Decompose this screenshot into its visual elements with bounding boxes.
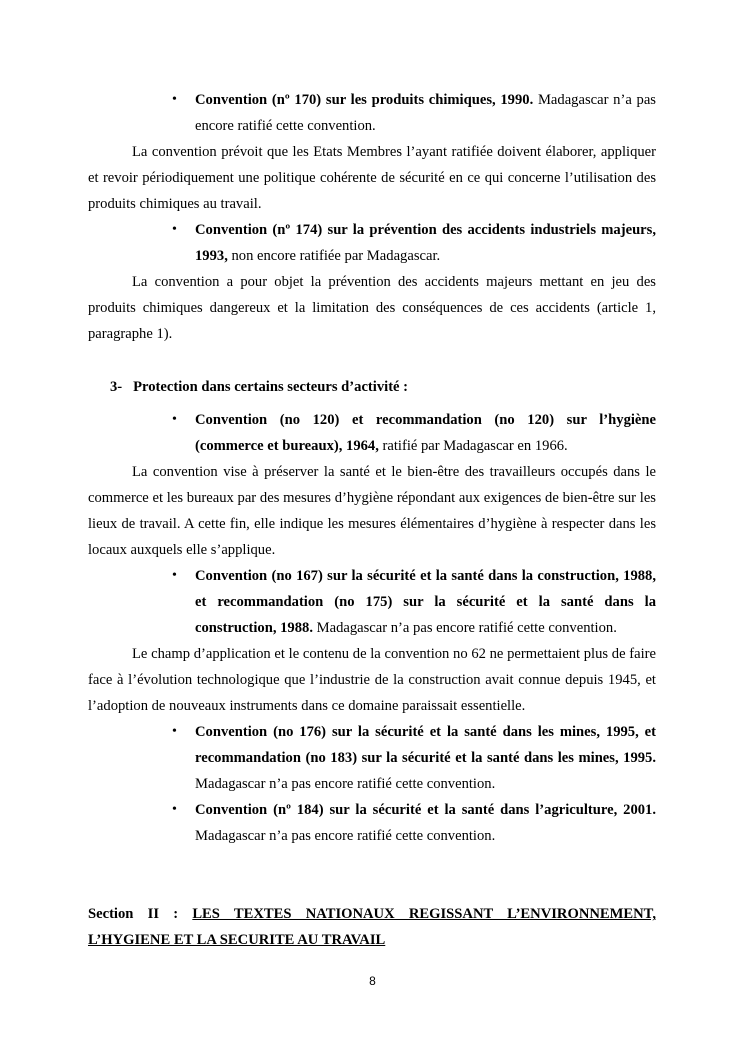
convention-176-status: Madagascar n’a pas encore ratifié cette convention. bbox=[195, 776, 496, 792]
convention-120-description: La convention vise à préserver la santé et le bien-être des travailleurs occupés dans le commerce et les bureaux par des mesures d’hygiène répondant aux exigences de bien-être sur les lieux de travail. A cette fin, elle indique les mesures élémentaires d’hygiène à respecter dans les locaux auxquels elle s’applique. bbox=[88, 464, 656, 558]
convention-176-item bbox=[195, 719, 656, 797]
convention-184-item bbox=[195, 797, 656, 849]
convention-176-title: Convention (no 176) sur la sécurité et la santé dans les mines, 1995, et recommandation (no 183) sur la sécurité et la santé dans les mines, 1995. bbox=[195, 724, 656, 766]
convention-167-item bbox=[195, 563, 656, 641]
bullet-marker: • bbox=[172, 92, 177, 107]
page-number: 8 bbox=[369, 974, 376, 988]
convention-167-title: Convention (no 167) sur la sécurité et la santé dans la construction, 1988, et recommandation (no 175) sur la sécurité et la santé dans la construction, 1988. bbox=[195, 568, 656, 636]
subheading-number: 3- bbox=[110, 379, 123, 395]
convention-174-status: non encore ratifiée par Madagascar. bbox=[227, 248, 441, 264]
convention-170-description: La convention prévoit que les Etats Membres l’ayant ratifiée doivent élaborer, appliquer et revoir périodiquement une politique cohérente de sécurité en ce qui concerne l’utilisation des produits chimiques au travail. bbox=[88, 144, 656, 212]
bullet-marker: • bbox=[172, 724, 177, 739]
subheading-protection-secteurs bbox=[110, 374, 656, 400]
bullet-marker: • bbox=[172, 802, 177, 817]
convention-170-title: Convention (nº 170) sur les produits chimiques, 1990. bbox=[195, 92, 534, 108]
convention-120-status: ratifié par Madagascar en 1966. bbox=[378, 438, 568, 454]
section-heading bbox=[88, 901, 656, 953]
bullet-marker: • bbox=[172, 568, 177, 583]
subheading-title: Protection dans certains secteurs d’activité : bbox=[133, 379, 409, 395]
convention-120-title: Convention (no 120) et recommandation (no 120) sur l’hygiène (commerce et bureaux), 1964, bbox=[195, 412, 656, 454]
convention-120-item bbox=[195, 407, 656, 459]
section-label: Section II : bbox=[88, 906, 193, 922]
section-title: LES TEXTES NATIONAUX REGISSANT L’ENVIRONNEMENT, L’HYGIENE ET LA SECURITE AU TRAVAIL bbox=[88, 906, 656, 948]
convention-174-description: La convention a pour objet la prévention des accidents majeurs mettant en jeu des produits chimiques dangereux et la limitation des conséquences de ces accidents (article 1, paragraphe 1). bbox=[88, 274, 656, 342]
bullet-marker: • bbox=[172, 222, 177, 237]
convention-167-status: Madagascar n’a pas encore ratifié cette convention. bbox=[312, 620, 617, 636]
bullet-marker: • bbox=[172, 412, 177, 427]
convention-170-item bbox=[195, 87, 656, 139]
convention-174-item bbox=[195, 217, 656, 269]
convention-184-status: Madagascar n’a pas encore ratifié cette convention. bbox=[195, 828, 496, 844]
convention-167-description: Le champ d’application et le contenu de la convention no 62 ne permettaient plus de faire face à l’évolution technologique que l’industrie de la construction avait connue depuis 1945, et l’adoption de nouveaux instruments dans ce domaine paraissait essentielle. bbox=[88, 646, 656, 714]
convention-170-status: Madagascar n’a pas encore ratifié cette convention. bbox=[195, 92, 656, 134]
convention-184-title: Convention (nº 184) sur la sécurité et la santé dans l’agriculture, 2001. bbox=[195, 802, 656, 818]
convention-174-title: Convention (nº 174) sur la prévention des accidents industriels majeurs, 1993, bbox=[195, 222, 656, 264]
